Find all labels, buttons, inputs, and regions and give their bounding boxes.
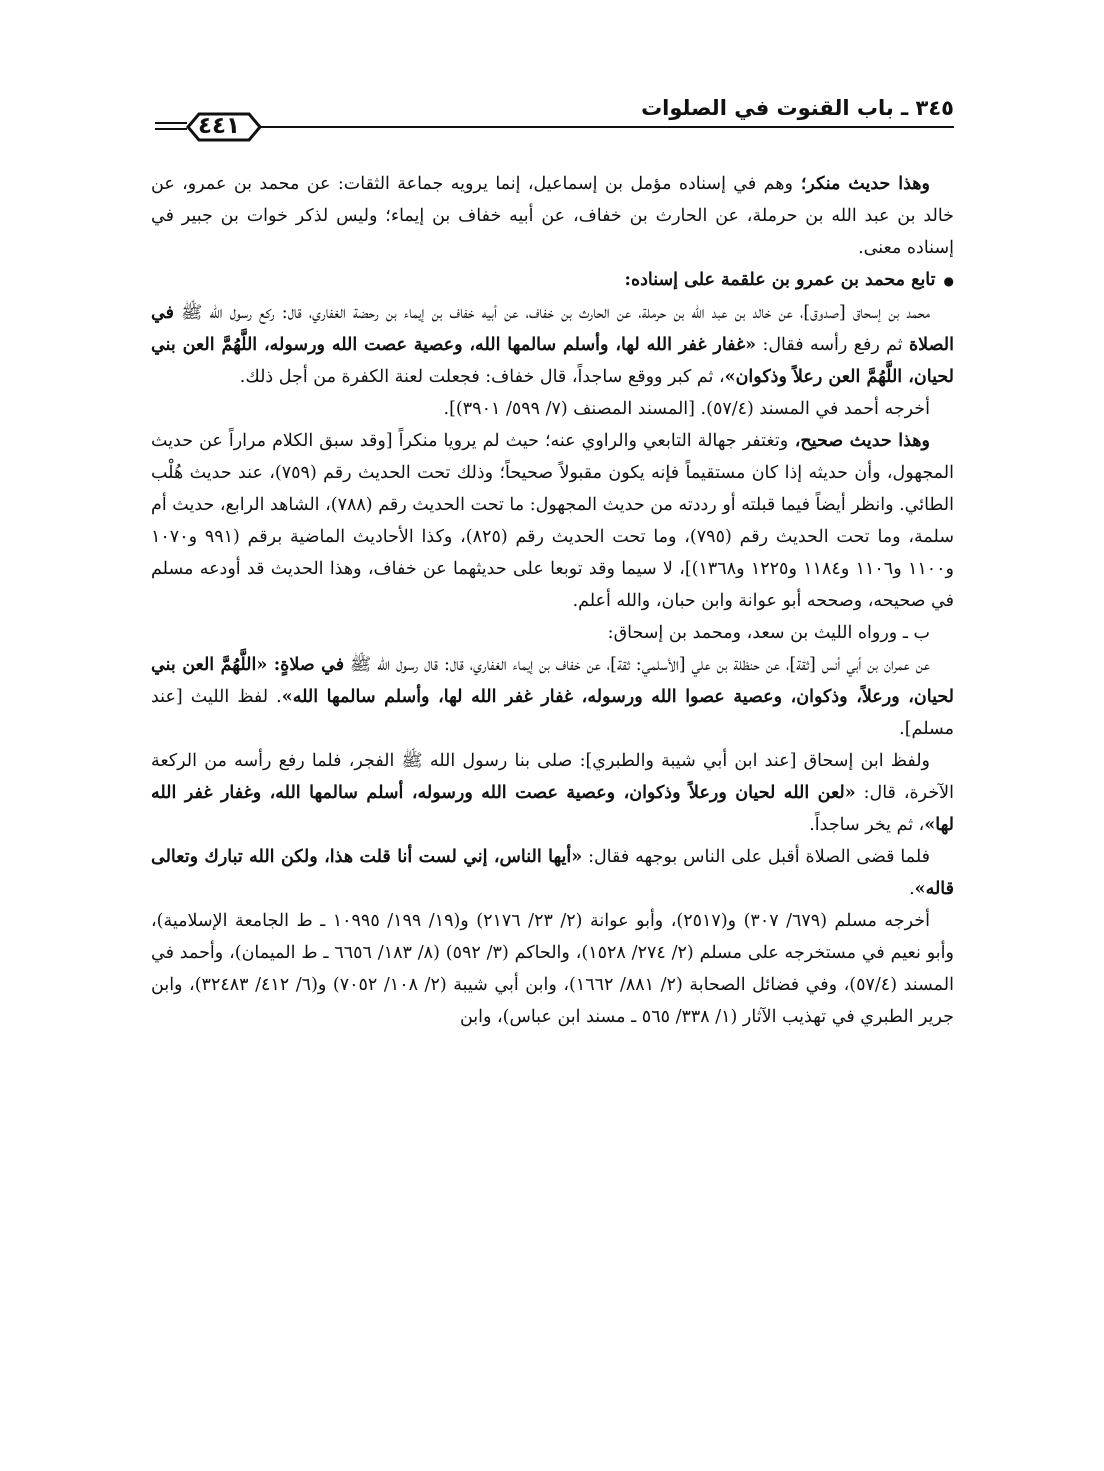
bold-text-segment: «لعن الله لحيان ورعلاً وذكوان، وعصية عصت الله ورسوله، أسلم سالمها الله، وغفار غفر الله لها» [151,783,954,835]
text-segment: محمد بن إسحاق [صدوق]، عن خالد بن عبد الله بن حرملة، عن الحارث بن خفاف، عن أبيه خفاف بن إيماء بن رحضة الغفاري، قال: ركع رسول الله ﷺ [173,303,930,323]
bold-text-segment: في صلاةٍ: «اللَّهُمَّ العن بني لحيان، ورعلاً، وذكوان، وعصية عصوا الله ورسوله، غفار غفر الله لها، وأسلم سالمها الله» [151,655,954,707]
text-paragraph [151,841,954,905]
text-paragraph [151,617,954,649]
text-segment: ب ـ ورواه الليث بن سعد، ومحمد بن إسحاق: [607,623,930,643]
text-segment: . لفظ الليث [عند مسلم]. [151,687,954,739]
text-segment: أخرجه أحمد في المسند (٥٧/٤). [المسند المصنف (٧/ ٥٩٩/ ٣٩٠١)]. [443,399,930,419]
text-paragraph [151,745,954,841]
header-rule [280,126,954,128]
bold-text-segment: «غفار غفر الله لها، وأسلم سالمها الله، وعصية عصت الله ورسوله، اللَّهُمَّ العن بني لحيان، اللَّهُمَّ العن رعلاً وذكوان» [151,335,954,387]
text-segment: ولفظ ابن إسحاق [عند ابن أبي شيبة والطبري]: صلى بنا رسول الله ﷺ الفجر، فلما رفع رأسه من الركعة الآخرة، قال: [151,751,954,803]
text-segment: أخرجه مسلم (٦٧٩/ ٣٠٧) و(٢٥١٧)، وأبو عوانة (٢/ ٢٣/ ٢١٧٦) و(١٩/ ١٩٩/ ١٠٩٩٥ ـ ط الجامعة الإسلامية)، وأبو نعيم في مستخرجه على مسلم (٢/ ٢٧٤/ ١٥٢٨)، والحاكم (٣/ ٥٩٢) (٨/ ١٨٣/ ٦٦٥٦ ـ ط الميمان)، وأحمد في المسند (٥٧/٤)، وفي فضائل الصحابة (٢/ ٨٨١/ ١٦٦٢)، وابن أبي شيبة (٢/ ١٠٨/ ٧٠٥٢) و(٦/ ٤١٢/ ٣٢٤٨٣)، وابن جرير الطبري في تهذيب الآثار (١/ ٣٣٨/ ٥٦٥ ـ مسند ابن عباس)، وابن [151,911,954,1027]
text-paragraph [151,393,954,425]
text-segment: ، ثم يخر ساجداً. [809,815,925,835]
text-segment: ثم رفع رأسه فقال: [756,335,910,355]
text-segment: فلما قضى الصلاة أقبل على الناس بوجهه فقال: [582,847,930,867]
page-body-text [151,168,954,1033]
text-paragraph [151,264,954,297]
text-paragraph [151,649,954,745]
chapter-title: ٣٤٥ ـ باب القنوت في الصلوات [641,96,954,120]
text-paragraph [151,297,954,393]
text-paragraph [151,425,954,617]
text-paragraph [151,168,954,264]
bold-text-segment: «أيها الناس، إني لست أنا قلت هذا، ولكن الله تبارك وتعالى قاله» [151,847,954,899]
bold-text-segment: وهذا حديث صحيح، [788,431,930,451]
bold-text-segment: وهذا حديث منكر؛ [792,174,930,194]
bold-text-segment: في الصلاة [151,303,954,355]
text-paragraph [151,905,954,1033]
text-segment: . [909,879,915,899]
page-number: ٤٤١ [197,113,241,139]
bold-text-segment: تابع محمد بن عمرو بن علقمة على إسناده: [624,270,936,290]
text-segment: ، ثم كبر ووقع ساجداً، قال خفاف: فجعلت لعنة الكفرة من أجل ذلك. [239,367,725,387]
text-segment: وتغتفر جهالة التابعي والراوي عنه؛ حيث لم يرويا منكراً [وقد سبق الكلام مراراً عن حديث المجهول، وأن حديثه إذا كان مستقيماً فإنه يكون مقبولاً صحيحاً؛ وذلك تحت الحديث رقم (٧٥٩)، عند حديث هُلْب الطائي. وانظر أيضاً فيما قبلته أو رددته من حديث المجهول: ما تحت الحديث رقم (٧٨٨)، الشاهد الرابع، حديث أم سلمة، وما تحت الحديث رقم (٧٩٥)، وما تحت الحديث رقم (٨٢٥)، وكذا الأحاديث الماضية برقم (٩٩١ و١٠٧٠ و١١٠٠ و١١٠٦ و١١٨٤ و١٢٢٥ و١٣٦٨)]، لا سيما وقد توبعا على حديثهما عن خفاف، وهذا الحديث قد أودعه مسلم في صحيحه، وصححه أبو عوانة وابن حبان، والله أعلم. [151,431,955,611]
text-segment: وهم في إسناده مؤمل بن إسماعيل، إنما يرويه جماعة الثقات: عن محمد بن عمرو، عن خالد بن عبد الله بن حرملة، عن الحارث بن خفاف، عن أبيه خفاف بن إيماء؛ وليس لذكر خوات بن جبير في إسناده معنى. [151,174,954,258]
text-segment: عن عمران بن أبي أنس [ثقة]، عن حنظلة بن علي [الأسلمي: ثقة]، عن خفاف بن إيماء الغفاري، قال: قال رسول الله ﷺ [344,655,930,675]
